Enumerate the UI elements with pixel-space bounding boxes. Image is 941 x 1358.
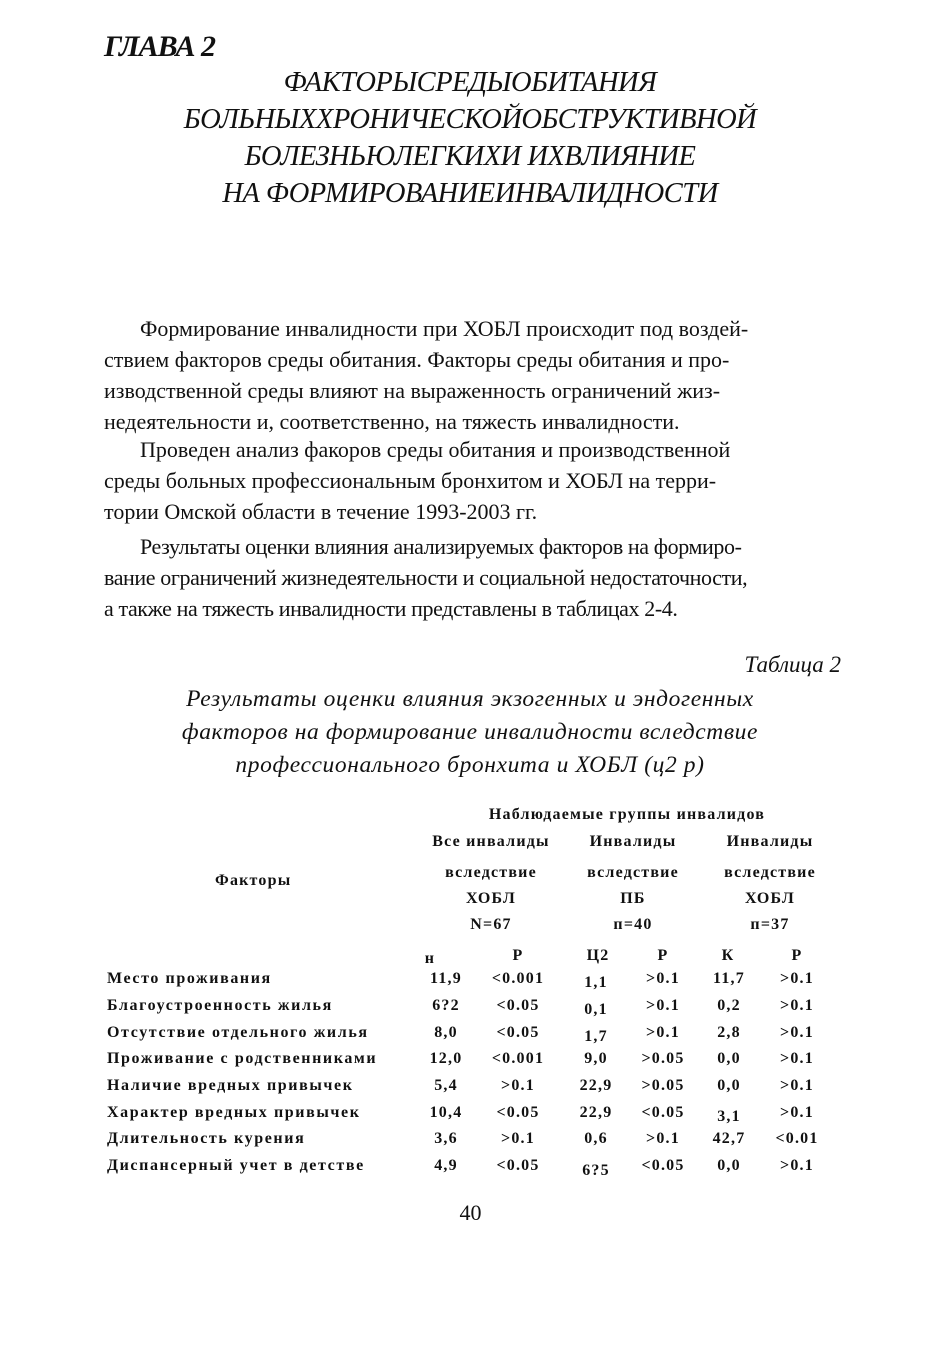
text-line: Формирование инвалидности при ХОБЛ происходит под воздей- — [140, 316, 749, 341]
table-cell: >0.1 — [646, 1130, 680, 1147]
table-cell: 5,4 — [434, 1077, 458, 1094]
group-1-header-line: N=67 — [470, 916, 512, 933]
table-cell: 1,7 — [584, 1028, 608, 1045]
table-cell: <0.05 — [496, 1104, 540, 1121]
text-line: Результаты оценки влияния анализируемых факторов на формиро- — [140, 534, 742, 559]
title-line: НА ФОРМИРОВАНИЕИНВАЛИДНОСТИ — [222, 178, 718, 209]
group-3-header-line: вследствие — [724, 864, 816, 881]
table-cell: >0.1 — [780, 1050, 814, 1067]
table-cell: >0.1 — [646, 997, 680, 1014]
table-cell: >0.1 — [780, 997, 814, 1014]
table-row-factor: Место проживания — [107, 970, 272, 987]
table-cell: <0.05 — [641, 1157, 685, 1174]
table-cell: >0.1 — [501, 1077, 535, 1094]
text-line: тории Омской области в течение 1993-2003 гг. — [104, 499, 538, 524]
text-line: среды больных профессиональным бронхитом и ХОБЛ на терри- — [104, 468, 717, 493]
table-cell: 2,8 — [717, 1024, 741, 1041]
table-row-factor: Длительность курения — [107, 1130, 306, 1147]
text-line: Проведен анализ факоров среды обитания и производственной — [140, 437, 731, 462]
table-cell: 0,0 — [717, 1077, 741, 1094]
table-cell: 42,7 — [712, 1130, 746, 1147]
groups-header: Наблюдаемые группы инвалидов — [488, 806, 766, 823]
table-cell: >0.1 — [780, 1077, 814, 1094]
table-cell: <0.05 — [496, 1024, 540, 1041]
group-2-p-header: Р — [657, 947, 669, 964]
table-row-factor: Отсутствие отдельного жилья — [107, 1024, 369, 1041]
table-cell: <0.01 — [775, 1130, 819, 1147]
table-cell: 11,7 — [713, 970, 745, 987]
table-cell: 6?2 — [432, 997, 460, 1014]
table-cell: 0,2 — [717, 997, 741, 1014]
group-3-p-header: Р — [791, 947, 803, 964]
table-cell: 1,1 — [584, 974, 608, 991]
table-row-factor: Благоустроенность жилья — [107, 997, 333, 1014]
table-cell: 4,9 — [434, 1157, 458, 1174]
table-cell: 0,6 — [584, 1130, 608, 1147]
group-3-stat-header: К — [721, 947, 735, 964]
caption-line: факторов на формирование инвалидности вследствие — [181, 719, 759, 745]
group-3-header-line: ХОБЛ — [744, 890, 796, 907]
group-3-header-line: п=37 — [750, 916, 790, 933]
table-cell: >0.05 — [641, 1077, 685, 1094]
text-line: ствием факторов среды обитания. Факторы среды обитания и про- — [104, 347, 730, 372]
group-1-header-line: вследствие — [445, 864, 537, 881]
table-cell: 11,9 — [430, 970, 462, 987]
text-line: а также на тяжесть инвалидности представлены в таблицах 2-4. — [104, 596, 678, 621]
title-line: ФАКТОРЫСРЕДЫОБИТАНИЯ — [283, 67, 657, 98]
table-cell: <0.05 — [496, 1157, 540, 1174]
group-1-header-line: Все инвалиды — [432, 833, 550, 850]
table-cell: <0.05 — [496, 997, 540, 1014]
table-cell: >0.1 — [501, 1130, 535, 1147]
group-2-header-line: Инвалиды — [589, 833, 677, 850]
group-2-stat-header: Ц2 — [586, 947, 610, 964]
table-cell: >0.1 — [646, 970, 680, 987]
table-cell: >0.1 — [646, 1024, 680, 1041]
group-3-header-line: Инвалиды — [726, 833, 814, 850]
table-cell: 0,0 — [717, 1157, 741, 1174]
page-number: 40 — [459, 1200, 482, 1225]
table-cell: 8,0 — [434, 1024, 458, 1041]
table-row-factor: Наличие вредных привычек — [107, 1077, 354, 1094]
table-cell: >0.05 — [641, 1050, 685, 1067]
table-cell: <0.001 — [491, 970, 545, 987]
text-line: недеятельности и, соответственно, на тяжесть инвалидности. — [104, 409, 680, 434]
title-line: БОЛЕЗНЬЮЛЕГКИХИ ИХВЛИЯНИЕ — [244, 141, 696, 172]
table-cell: 6?5 — [582, 1162, 610, 1179]
table-cell: 22,9 — [579, 1077, 613, 1094]
chapter-heading: ГЛАВА 2 — [104, 30, 216, 63]
group-1-header-line: ХОБЛ — [465, 890, 517, 907]
table-label: Таблица 2 — [744, 652, 841, 677]
table-cell: >0.1 — [780, 1024, 814, 1041]
table-cell: 12,0 — [429, 1050, 463, 1067]
table-cell: >0.1 — [780, 1157, 814, 1174]
text-line: вание ограничений жизнедеятельности и социальной недостаточности, — [104, 565, 748, 590]
table-cell: <0.05 — [641, 1104, 685, 1121]
table-row-factor: Характер вредных привычек — [107, 1104, 361, 1121]
table-cell: 9,0 — [584, 1050, 608, 1067]
group-2-header-line: вследствие — [587, 864, 679, 881]
table-cell: 0,1 — [584, 1001, 608, 1018]
text-line: изводственной среды влияют на выраженность ограничений жиз- — [104, 378, 721, 403]
group-2-header-line: ПБ — [620, 890, 646, 907]
group-1-stat-header: н — [424, 950, 436, 967]
group-1-p-header: Р — [512, 947, 524, 964]
table-row-factor: Диспансерный учет в детстве — [107, 1157, 365, 1174]
caption-line: профессионального бронхита и ХОБЛ (ц2 р) — [235, 752, 705, 778]
table-cell: 22,9 — [579, 1104, 613, 1121]
table-cell: >0.1 — [780, 1104, 814, 1121]
table-row-factor: Проживание с родственниками — [107, 1050, 378, 1067]
caption-line: Результаты оценки влияния экзогенных и эндогенных — [186, 686, 754, 712]
table-cell: 0,0 — [717, 1050, 741, 1067]
group-2-header-line: п=40 — [613, 916, 653, 933]
table-cell: <0.001 — [491, 1050, 545, 1067]
table-cell: 3,6 — [434, 1130, 458, 1147]
table-cell: >0.1 — [780, 970, 814, 987]
title-line: БОЛЬНЫХХРОНИЧЕСКОЙОБСТРУКТИВНОЙ — [183, 104, 757, 135]
factors-header: Факторы — [215, 872, 292, 889]
table-cell: 3,1 — [717, 1108, 741, 1125]
table-cell: 10,4 — [429, 1104, 463, 1121]
